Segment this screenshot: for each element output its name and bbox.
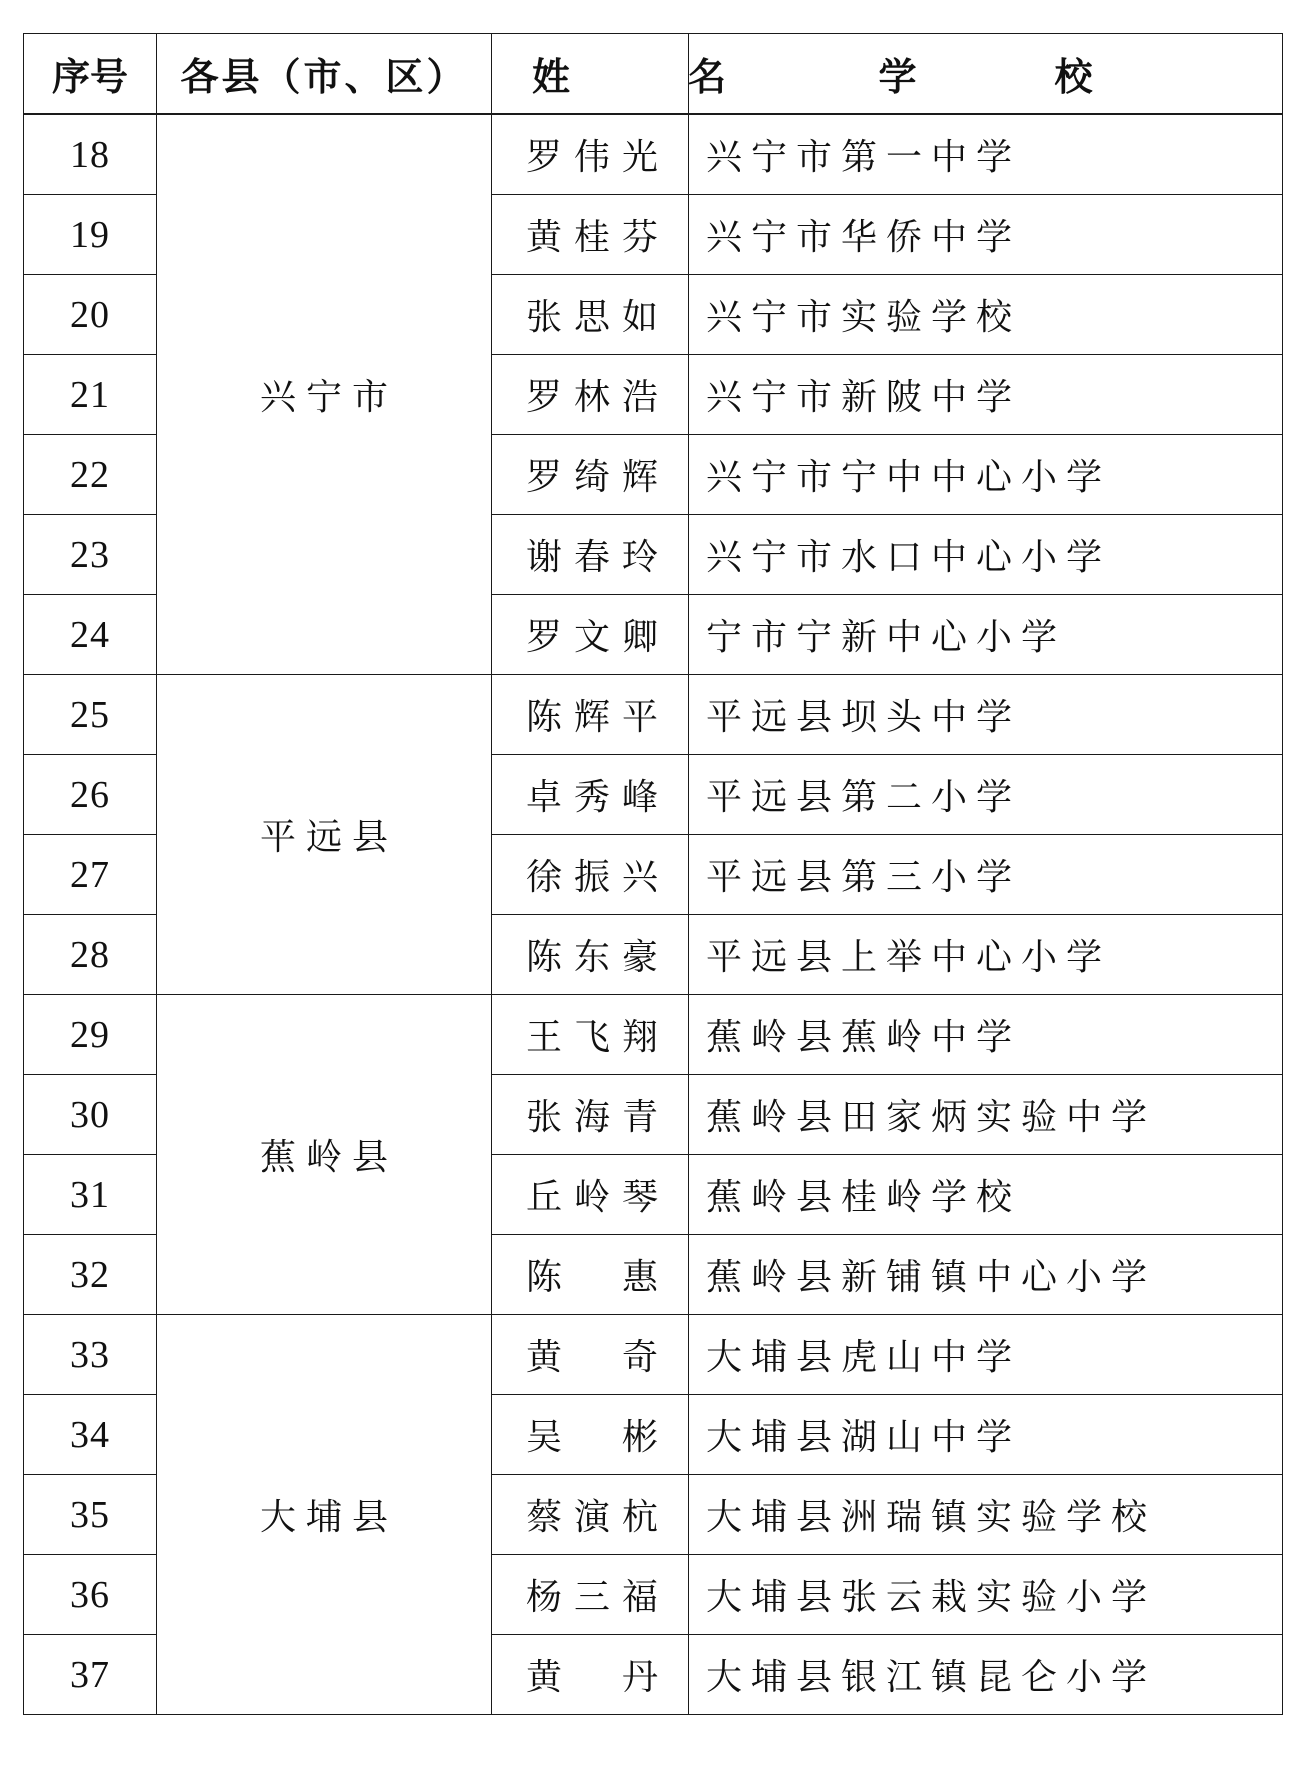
- row-number: 34: [24, 1395, 157, 1475]
- header-county: 各县（市、区）: [157, 34, 492, 115]
- person-name: 杨三福: [492, 1555, 689, 1635]
- person-name: 陈东豪: [492, 915, 689, 995]
- person-name: 陈惠: [492, 1235, 689, 1315]
- county-cell: 蕉岭县: [157, 995, 492, 1315]
- row-number: 28: [24, 915, 157, 995]
- school-name: 平远县上举中心小学: [689, 915, 1283, 995]
- person-name: 卓秀峰: [492, 755, 689, 835]
- county-cell: 平远县: [157, 675, 492, 995]
- row-number: 32: [24, 1235, 157, 1315]
- row-number: 21: [24, 355, 157, 435]
- school-name: 大埔县湖山中学: [689, 1395, 1283, 1475]
- person-name: 丘岭琴: [492, 1155, 689, 1235]
- school-name: 大埔县银江镇昆仑小学: [689, 1635, 1283, 1715]
- row-number: 33: [24, 1315, 157, 1395]
- person-name: 吴彬: [492, 1395, 689, 1475]
- table-row: [24, 995, 1283, 1075]
- school-name: 大埔县张云栽实验小学: [689, 1555, 1283, 1635]
- school-name: 平远县坝头中学: [689, 675, 1283, 755]
- roster-table: [23, 33, 1283, 1715]
- person-name: 罗绮辉: [492, 435, 689, 515]
- school-name: 兴宁市华侨中学: [689, 195, 1283, 275]
- row-number: 36: [24, 1555, 157, 1635]
- person-name: 陈辉平: [492, 675, 689, 755]
- school-name: 平远县第二小学: [689, 755, 1283, 835]
- roster-body: [24, 114, 1283, 1715]
- person-name: 罗林浩: [492, 355, 689, 435]
- table-row: [24, 1315, 1283, 1395]
- school-name: 兴宁市实验学校: [689, 275, 1283, 355]
- person-name: 罗伟光: [492, 114, 689, 195]
- person-name: 谢春玲: [492, 515, 689, 595]
- person-name: 黄奇: [492, 1315, 689, 1395]
- school-name: 兴宁市新陂中学: [689, 355, 1283, 435]
- row-number: 35: [24, 1475, 157, 1555]
- header-name: 姓 名: [492, 34, 689, 115]
- header-number: 序号: [24, 34, 157, 115]
- school-name: 蕉岭县田家炳实验中学: [689, 1075, 1283, 1155]
- person-name: 罗文卿: [492, 595, 689, 675]
- row-number: 26: [24, 755, 157, 835]
- person-name: 王飞翔: [492, 995, 689, 1075]
- school-name: 大埔县虎山中学: [689, 1315, 1283, 1395]
- person-name: 张思如: [492, 275, 689, 355]
- header-row: [24, 34, 1283, 115]
- person-name: 黄丹: [492, 1635, 689, 1715]
- person-name: 徐振兴: [492, 835, 689, 915]
- row-number: 30: [24, 1075, 157, 1155]
- county-cell: 大埔县: [157, 1315, 492, 1715]
- row-number: 25: [24, 675, 157, 755]
- county-cell: 兴宁市: [157, 114, 492, 675]
- row-number: 18: [24, 114, 157, 195]
- school-name: 兴宁市宁中中心小学: [689, 435, 1283, 515]
- person-name: 蔡演杭: [492, 1475, 689, 1555]
- school-name: 兴宁市第一中学: [689, 114, 1283, 195]
- school-name: 蕉岭县桂岭学校: [689, 1155, 1283, 1235]
- row-number: 37: [24, 1635, 157, 1715]
- school-name: 蕉岭县新铺镇中心小学: [689, 1235, 1283, 1315]
- row-number: 20: [24, 275, 157, 355]
- row-number: 31: [24, 1155, 157, 1235]
- row-number: 24: [24, 595, 157, 675]
- table-row: [24, 675, 1283, 755]
- row-number: 23: [24, 515, 157, 595]
- table-row: [24, 114, 1283, 195]
- school-name: 平远县第三小学: [689, 835, 1283, 915]
- row-number: 19: [24, 195, 157, 275]
- school-name: 大埔县洲瑞镇实验学校: [689, 1475, 1283, 1555]
- row-number: 27: [24, 835, 157, 915]
- school-name: 蕉岭县蕉岭中学: [689, 995, 1283, 1075]
- school-name: 宁市宁新中心小学: [689, 595, 1283, 675]
- person-name: 张海青: [492, 1075, 689, 1155]
- person-name: 黄桂芬: [492, 195, 689, 275]
- row-number: 22: [24, 435, 157, 515]
- header-school: 学 校: [689, 34, 1283, 115]
- row-number: 29: [24, 995, 157, 1075]
- school-name: 兴宁市水口中心小学: [689, 515, 1283, 595]
